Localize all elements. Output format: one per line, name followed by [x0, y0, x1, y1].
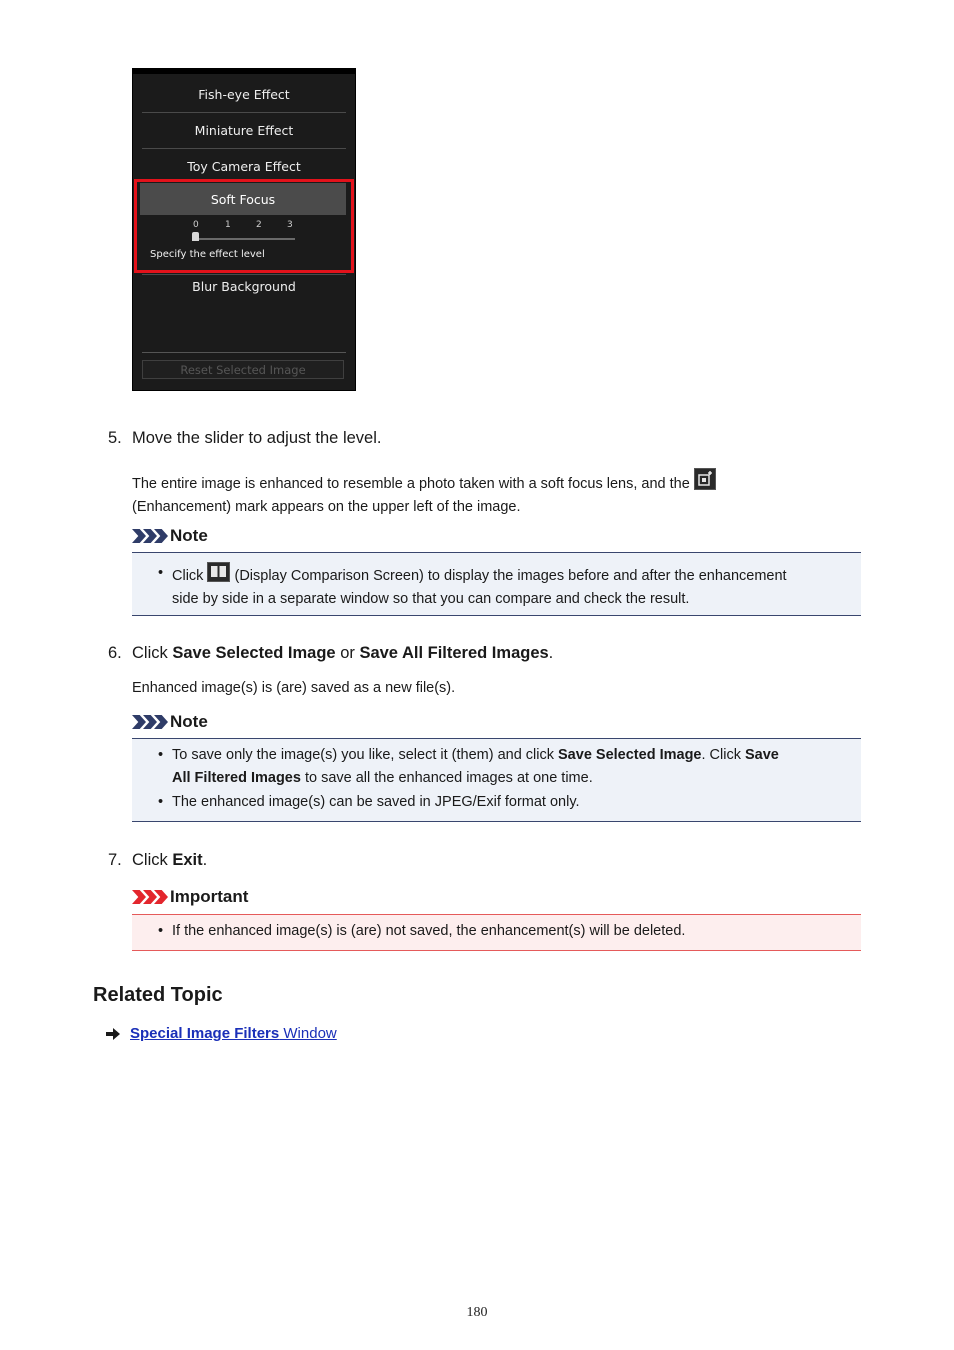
note-text: To save only the image(s) you like, select it (them) and click: [172, 747, 559, 763]
note-header: [132, 712, 208, 732]
important-chevron-icon: [132, 890, 165, 904]
level-tick-3: 3: [287, 220, 293, 230]
save-all-filtered-images-label: Save All Filtered Images: [359, 644, 549, 662]
fish-eye-effect-button[interactable]: Fish-eye Effect: [198, 86, 290, 102]
bullet: •: [158, 565, 164, 581]
step-number: 5.: [108, 429, 122, 447]
soft-focus-button[interactable]: Soft Focus: [210, 191, 276, 207]
note-header: [132, 526, 208, 546]
note-box: [132, 552, 861, 616]
note-chevron-icon: [132, 715, 165, 729]
note-box: [132, 738, 861, 822]
step-number: 6.: [108, 644, 122, 662]
important-item: If the enhanced image(s) is (are) not saved, the enhancement(s) will be deleted.: [172, 923, 686, 939]
important-label: Important: [170, 887, 249, 906]
bullet: •: [158, 794, 164, 810]
note-item: The enhanced image(s) can be saved in JPEG/Exif format only.: [172, 794, 580, 810]
note-chevron-icon: [132, 529, 165, 543]
note-bold: Save: [745, 747, 779, 763]
reset-selected-image-button[interactable]: Reset Selected Image: [142, 360, 344, 379]
note-item: [172, 744, 842, 790]
step-7: [108, 851, 207, 870]
soft-focus-highlight: [134, 179, 354, 273]
page-number: 180: [466, 1305, 488, 1320]
divider: [142, 352, 346, 353]
note-text: . Click: [701, 747, 745, 763]
step-text: .: [548, 644, 554, 662]
bullet: •: [158, 923, 164, 939]
special-image-filters-panel: [132, 68, 356, 391]
step-5: [108, 429, 381, 448]
special-image-filters-window-link[interactable]: [130, 1025, 337, 1042]
display-comparison-icon: [207, 562, 230, 582]
note-label: Note: [170, 712, 208, 731]
step-text: Move the slider to adjust the level.: [132, 429, 382, 447]
exit-label: Exit: [172, 851, 203, 869]
step-6: [108, 644, 553, 663]
step-text: .: [202, 851, 208, 869]
level-tick-1: 1: [225, 220, 231, 230]
step-text: or: [335, 644, 360, 662]
step-5-description: [132, 468, 772, 519]
level-tick-2: 2: [256, 220, 262, 230]
arrow-right-icon: [105, 1027, 121, 1041]
desc-line-2: (Enhancement) mark appears on the upper left of the image.: [132, 499, 521, 515]
step-6-description: Enhanced image(s) is (are) saved as a new file(s).: [132, 680, 456, 696]
panel-top-border: [133, 69, 355, 74]
important-box: [132, 914, 861, 951]
toy-camera-effect-button[interactable]: Toy Camera Effect: [187, 158, 301, 174]
note-item: [172, 562, 842, 611]
note-bold: Save Selected Image: [558, 747, 702, 763]
note-bold: All Filtered Images: [172, 770, 301, 786]
note-text: to save all the enhanced images at one time.: [300, 770, 593, 786]
related-link-row: [105, 1025, 337, 1042]
link-bold-text: Special Image Filters: [130, 1025, 280, 1042]
related-topic-heading: Related Topic: [93, 984, 223, 1006]
effect-level-hint: Specify the effect level: [150, 249, 265, 260]
note-text: side by side in a separate window so that you can compare and check the result.: [172, 591, 690, 607]
link-text: Window: [279, 1025, 337, 1042]
save-selected-image-label: Save Selected Image: [172, 644, 336, 662]
note-label: Note: [170, 526, 208, 545]
step-text: Click: [132, 644, 173, 662]
level-tick-0: 0: [193, 220, 199, 230]
bullet: •: [158, 747, 164, 763]
step-number: 7.: [108, 851, 122, 869]
step-text: Click: [132, 851, 173, 869]
blur-background-button[interactable]: Blur Background: [192, 278, 296, 294]
note-text: Click: [172, 568, 204, 584]
enhancement-mark-icon: [694, 468, 716, 490]
miniature-effect-button[interactable]: Miniature Effect: [194, 122, 294, 138]
important-header: [132, 887, 248, 907]
note-text: (Display Comparison Screen) to display the images before and after the enhancement: [234, 568, 787, 584]
desc-line-1: The entire image is enhanced to resemble a photo taken with a soft focus lens, and the: [132, 476, 690, 492]
